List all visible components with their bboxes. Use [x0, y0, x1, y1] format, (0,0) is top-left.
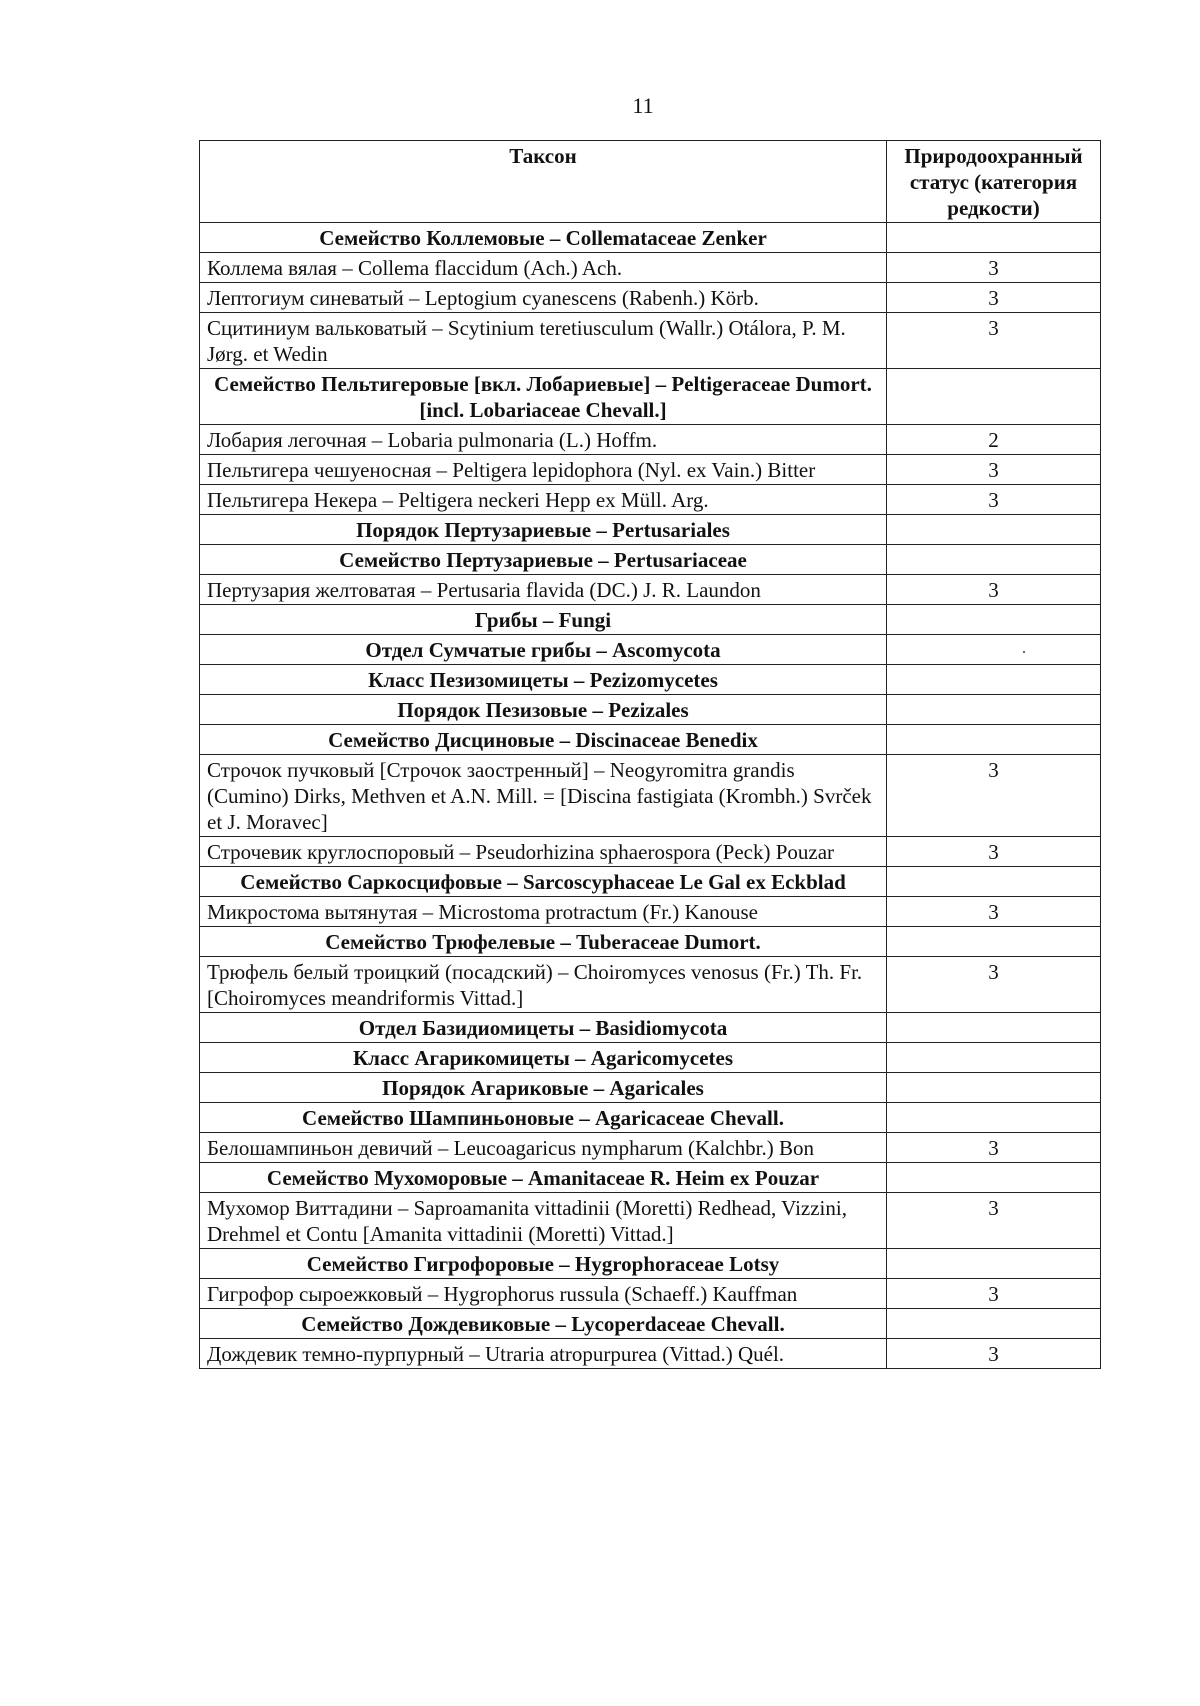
- status-category-cell: 2: [887, 425, 1101, 455]
- taxon-name-cell: Сцитиниум вальковатый – Scytinium teretiusculum (Wallr.) Otálora, P. M. Jørg. et Wedin: [200, 313, 887, 369]
- column-header-status: Природоохранный статус (категория редкости): [887, 141, 1101, 223]
- taxon-name-cell: Коллема вялая – Collema flaccidum (Ach.) Ach.: [200, 253, 887, 283]
- status-category-cell: [887, 867, 1101, 897]
- status-category-cell: [887, 665, 1101, 695]
- group-heading-cell: Семейство Мухоморовые – Amanitaceae R. Heim ex Pouzar: [200, 1163, 887, 1193]
- group-heading-cell: Семейство Пельтигеровые [вкл. Лобариевые] – Peltigeraceae Dumort. [incl. Lobariaceae Chevall.]: [200, 369, 887, 425]
- taxon-name-cell: Мухомор Виттадини – Saproamanita vittadinii (Moretti) Redhead, Vizzini, Drehmel et Contu [Amanita vittadinii (Moretti) Vittad.]: [200, 1193, 887, 1249]
- species-row: [200, 1339, 1101, 1369]
- group-heading-cell: Семейство Коллемовые – Collemataceae Zenker: [200, 223, 887, 253]
- group-heading-cell: Семейство Дождевиковые – Lycoperdaceae Chevall.: [200, 1309, 887, 1339]
- group-heading-cell: Порядок Пезизовые – Pezizales: [200, 695, 887, 725]
- status-category-cell: [887, 605, 1101, 635]
- species-row: [200, 283, 1101, 313]
- table-body: [200, 223, 1101, 1369]
- group-heading-cell: Семейство Шампиньоновые – Agaricaceae Chevall.: [200, 1103, 887, 1133]
- group-heading-row: [200, 1249, 1101, 1279]
- taxon-name-cell: Строчевик круглоспоровый – Pseudorhizina sphaerospora (Peck) Pouzar: [200, 837, 887, 867]
- group-heading-row: [200, 1073, 1101, 1103]
- table-header-row: [200, 141, 1101, 223]
- group-heading-cell: Семейство Трюфелевые – Tuberaceae Dumort.: [200, 927, 887, 957]
- species-row: [200, 1193, 1101, 1249]
- status-category-cell: [887, 515, 1101, 545]
- status-category-cell: [887, 1043, 1101, 1073]
- species-row: [200, 755, 1101, 837]
- taxon-name-cell: Строчок пучковый [Строчок заостренный] – Neogyromitra grandis (Cumino) Dirks, Methven et A.N. Mill. = [Discina fastigiata (Krombh.) Svrček et J. Moravec]: [200, 755, 887, 837]
- group-heading-row: [200, 1103, 1101, 1133]
- group-heading-cell: Семейство Гигрофоровые – Hygrophoraceae Lotsy: [200, 1249, 887, 1279]
- status-category-cell: [887, 695, 1101, 725]
- species-row: [200, 1279, 1101, 1309]
- species-row: [200, 313, 1101, 369]
- group-heading-row: [200, 695, 1101, 725]
- group-heading-cell: Грибы – Fungi: [200, 605, 887, 635]
- page-number: 11: [632, 93, 654, 118]
- group-heading-row: [200, 927, 1101, 957]
- status-category-cell: 3: [887, 253, 1101, 283]
- group-heading-cell: Порядок Агариковые – Agaricales: [200, 1073, 887, 1103]
- taxon-name-cell: Лобария легочная – Lobaria pulmonaria (L.) Hoffm.: [200, 425, 887, 455]
- status-category-cell: 3: [887, 283, 1101, 313]
- status-category-cell: 3: [887, 1133, 1101, 1163]
- taxon-name-cell: Трюфель белый троицкий (посадский) – Choiromyces venosus (Fr.) Th. Fr. [Choiromyces meandriformis Vittad.]: [200, 957, 887, 1013]
- group-heading-cell: Семейство Пертузариевые – Pertusariaceae: [200, 545, 887, 575]
- group-heading-row: [200, 545, 1101, 575]
- group-heading-row: [200, 1309, 1101, 1339]
- group-heading-cell: Семейство Саркосцифовые – Sarcoscyphaceae Le Gal ex Eckblad: [200, 867, 887, 897]
- status-category-cell: [887, 1013, 1101, 1043]
- status-category-cell: 3: [887, 957, 1101, 1013]
- taxon-name-cell: Гигрофор сыроежковый – Hygrophorus russula (Schaeff.) Kauffman: [200, 1279, 887, 1309]
- group-heading-row: [200, 369, 1101, 425]
- group-heading-row: [200, 867, 1101, 897]
- taxa-table: [199, 140, 1101, 1369]
- status-category-cell: [887, 725, 1101, 755]
- status-category-cell: [887, 1249, 1101, 1279]
- status-category-cell: 3: [887, 837, 1101, 867]
- group-heading-row: [200, 605, 1101, 635]
- species-row: [200, 1133, 1101, 1163]
- species-row: [200, 425, 1101, 455]
- status-category-cell: [887, 635, 1101, 665]
- taxon-name-cell: Дождевик темно-пурпурный – Utraria atropurpurea (Vittad.) Quél.: [200, 1339, 887, 1369]
- taxon-name-cell: Пельтигера чешуеносная – Peltigera lepidophora (Nyl. ex Vain.) Bitter: [200, 455, 887, 485]
- group-heading-cell: Отдел Базидиомицеты – Basidiomycota: [200, 1013, 887, 1043]
- status-category-cell: 3: [887, 897, 1101, 927]
- group-heading-row: [200, 1043, 1101, 1073]
- group-heading-cell: Семейство Дисциновые – Discinaceae Benedix: [200, 725, 887, 755]
- status-category-cell: [887, 369, 1101, 425]
- species-row: [200, 253, 1101, 283]
- status-category-cell: 3: [887, 1193, 1101, 1249]
- group-heading-cell: Порядок Пертузариевые – Pertusariales: [200, 515, 887, 545]
- status-category-cell: 3: [887, 755, 1101, 837]
- taxon-name-cell: Пертузария желтоватая – Pertusaria flavida (DC.) J. R. Laundon: [200, 575, 887, 605]
- group-heading-row: [200, 223, 1101, 253]
- status-category-cell: [887, 927, 1101, 957]
- status-category-cell: 3: [887, 313, 1101, 369]
- species-row: [200, 485, 1101, 515]
- status-category-cell: [887, 545, 1101, 575]
- taxon-name-cell: Белошампиньон девичий – Leucoagaricus nympharum (Kalchbr.) Bon: [200, 1133, 887, 1163]
- group-heading-cell: Класс Агарикомицеты – Agaricomycetes: [200, 1043, 887, 1073]
- status-category-cell: 3: [887, 575, 1101, 605]
- taxon-name-cell: Лептогиум синеватый – Leptogium cyanescens (Rabenh.) Körb.: [200, 283, 887, 313]
- group-heading-row: [200, 665, 1101, 695]
- group-heading-row: [200, 515, 1101, 545]
- taxon-name-cell: Микростома вытянутая – Microstoma protractum (Fr.) Kanouse: [200, 897, 887, 927]
- group-heading-row: [200, 1013, 1101, 1043]
- group-heading-row: [200, 635, 1101, 665]
- species-row: [200, 575, 1101, 605]
- status-category-cell: 3: [887, 1279, 1101, 1309]
- status-category-cell: 3: [887, 1339, 1101, 1369]
- group-heading-cell: Класс Пезизомицеты – Pezizomycetes: [200, 665, 887, 695]
- status-category-cell: [887, 1103, 1101, 1133]
- group-heading-row: [200, 725, 1101, 755]
- status-category-cell: 3: [887, 455, 1101, 485]
- status-category-cell: [887, 223, 1101, 253]
- group-heading-cell: Отдел Сумчатые грибы – Ascomycota: [200, 635, 887, 665]
- species-row: [200, 957, 1101, 1013]
- status-category-cell: 3: [887, 485, 1101, 515]
- taxon-name-cell: Пельтигера Некера – Peltigera neckeri Hepp ex Müll. Arg.: [200, 485, 887, 515]
- stray-mark: [1023, 651, 1025, 653]
- status-category-cell: [887, 1073, 1101, 1103]
- status-category-cell: [887, 1163, 1101, 1193]
- species-row: [200, 455, 1101, 485]
- group-heading-row: [200, 1163, 1101, 1193]
- species-row: [200, 837, 1101, 867]
- species-row: [200, 897, 1101, 927]
- column-header-taxon: Таксон: [200, 141, 887, 223]
- status-category-cell: [887, 1309, 1101, 1339]
